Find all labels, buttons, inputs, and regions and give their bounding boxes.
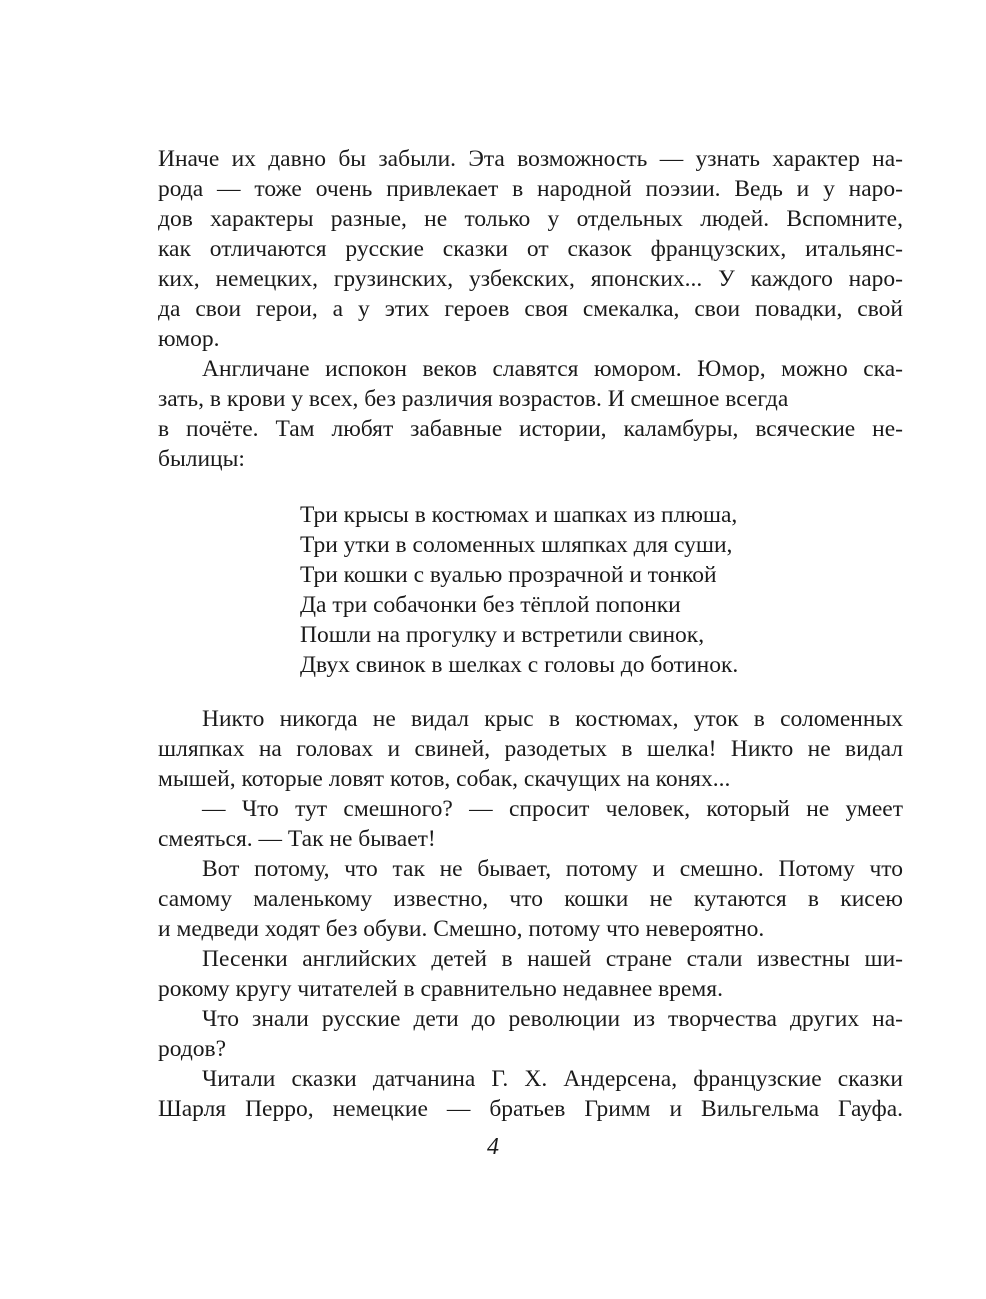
paragraph-line: Читали сказки датчанина Г. Х. Андерсена, французские сказки bbox=[202, 1066, 903, 1092]
paragraph-line: былицы: bbox=[158, 446, 245, 472]
verse-line: Три кошки с вуалью прозрачной и тонкой bbox=[300, 562, 717, 588]
paragraph-line: дов характеры разные, не только у отдельных людей. Вспомните, bbox=[158, 206, 903, 232]
paragraph-line: да свои герои, а у этих героев своя смекалка, свои повадки, свой bbox=[158, 296, 903, 322]
paragraph-line: смеяться. — Так не бывает! bbox=[158, 826, 436, 852]
paragraph-line: Шарля Перро, немецкие — братьев Гримм и Вильгельма Гауфа. bbox=[158, 1096, 903, 1122]
verse-line: Три крысы в костюмах и шапках из плюша, bbox=[300, 502, 738, 528]
paragraph-line: зать, в крови у всех, без различия возрастов. И смешное всегда bbox=[158, 386, 789, 412]
verse-line: Двух свинок в шелках с головы до ботинок. bbox=[300, 652, 739, 678]
page-number: 4 bbox=[487, 1134, 499, 1160]
paragraph-line: рокому кругу читателей в сравнительно недавнее время. bbox=[158, 976, 723, 1002]
paragraph-line: — Что тут смешного? — спросит человек, который не умеет bbox=[202, 796, 903, 822]
paragraph-line: шляпках на головах и свиней, разодетых в шелка! Никто не видал bbox=[158, 736, 903, 762]
paragraph-line: Песенки английских детей в нашей стране стали известны ши- bbox=[202, 946, 903, 972]
paragraph-line: Вот потому, что так не бывает, потому и смешно. Потому что bbox=[202, 856, 903, 882]
paragraph-line: Никто никогда не видал крыс в костюмах, уток в соломенных bbox=[202, 706, 903, 732]
paragraph-line: и медведи ходят без обуви. Смешно, потому что невероятно. bbox=[158, 916, 765, 942]
paragraph-line: мышей, которые ловят котов, собак, скачущих на конях... bbox=[158, 766, 731, 792]
paragraph-line: Англичане испокон веков славятся юмором. Юмор, можно ска- bbox=[202, 356, 903, 382]
paragraph-line: самому маленькому известно, что кошки не кутаются в кисею bbox=[158, 886, 903, 912]
verse-line: Три утки в соломенных шляпках для суши, bbox=[300, 532, 733, 558]
paragraph-line: рода — тоже очень привлекает в народной поэзии. Ведь и у наро- bbox=[158, 176, 903, 202]
paragraph-line: Иначе их давно бы забыли. Эта возможность — узнать характер на- bbox=[158, 146, 903, 172]
paragraph-line: юмор. bbox=[158, 326, 220, 352]
paragraph-line: Что знали русские дети до революции из творчества других на- bbox=[202, 1006, 903, 1032]
paragraph-line: в почёте. Там любят забавные истории, каламбуры, всяческие не- bbox=[158, 416, 903, 442]
verse-line: Пошли на прогулку и встретили свинок, bbox=[300, 622, 705, 648]
paragraph-line: родов? bbox=[158, 1036, 227, 1062]
verse-line: Да три собачонки без тёплой попонки bbox=[300, 592, 681, 618]
paragraph-line: как отличаются русские сказки от сказок французских, итальянс- bbox=[158, 236, 903, 262]
paragraph-line: ких, немецких, грузинских, узбекских, японских... У каждого наро- bbox=[158, 266, 903, 292]
